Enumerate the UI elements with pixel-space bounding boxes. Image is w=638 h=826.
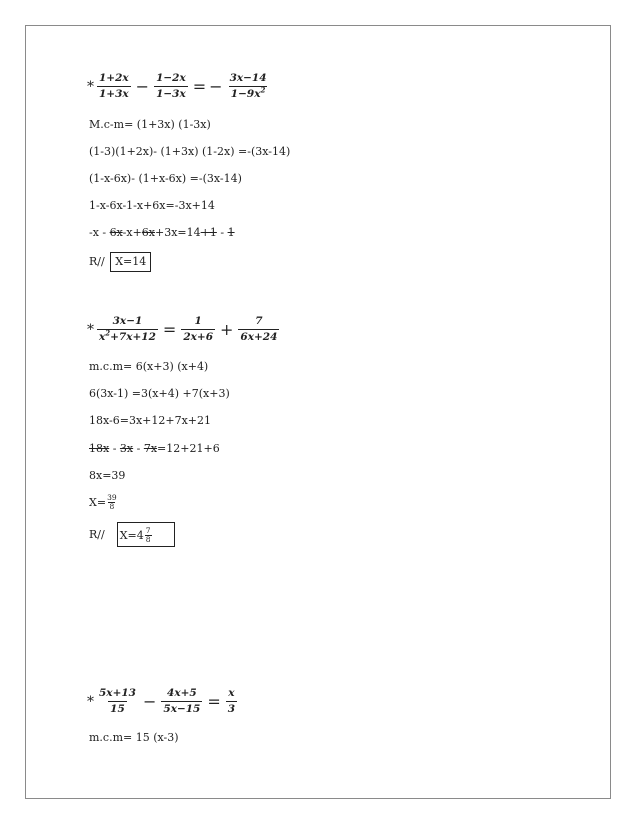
answer-line xyxy=(89,252,151,272)
answer-box: X=4 7 8 xyxy=(117,522,175,547)
step-line: -x - 6x-x+6x+3x=14+1 - 1 xyxy=(89,226,235,239)
answer-label: R// xyxy=(89,527,105,541)
page-border xyxy=(25,25,611,799)
answer-line xyxy=(89,522,175,547)
fraction: $\frac{1-2x}{1-3x}$ xyxy=(156,72,186,100)
fraction: $\frac{3x-14}{1-9x^2}$ xyxy=(229,72,267,100)
small-fraction: $\frac{39}{8}$ xyxy=(107,493,117,511)
step-line: 18x-6=3x+12+7x+21 xyxy=(89,414,211,427)
equals-sign: = xyxy=(162,320,177,339)
answer-box: X=14 xyxy=(110,252,151,272)
fraction: $\frac{1+2x}{1+3x}$ xyxy=(99,72,129,100)
equation-3 xyxy=(87,687,239,716)
bullet-star: * xyxy=(87,693,94,710)
fraction: $\frac{5x+13}{15}$ xyxy=(99,687,136,715)
plus-sign: + xyxy=(220,320,234,339)
small-fraction: 7 8 xyxy=(145,526,151,544)
step-line: 18x - 3x - 7x=12+21+6 xyxy=(89,442,220,455)
fraction: $\frac{1}{2x+6}$ xyxy=(183,315,213,343)
step-line: (1-x-6x)- (1+x-6x) =-(3x-14) xyxy=(89,172,242,185)
step-line: 6(3x-1) =3(x+4) +7(x+3) xyxy=(89,387,230,400)
equals-sign: = xyxy=(192,77,207,96)
bullet-star: * xyxy=(87,321,94,338)
fraction: $\frac{3x-1}{x^2+7x+12}$ xyxy=(99,315,156,343)
minus-sign: − xyxy=(142,692,157,711)
answer-label: R// xyxy=(89,255,105,268)
step-line: m.c.m= 6(x+3) (x+4) xyxy=(89,360,209,373)
step-line: 1-x-6x-1-x+6x=-3x+14 xyxy=(89,199,215,212)
fraction: $\frac{x}{3}$ xyxy=(227,687,236,715)
equation-1 xyxy=(87,72,271,101)
fraction: $\frac{7}{6x+24}$ xyxy=(240,315,278,343)
bullet-star: * xyxy=(87,78,94,95)
equation-2 xyxy=(87,315,281,344)
step-line: X= $\frac{39}{8}$ xyxy=(89,493,117,511)
minus-sign: − xyxy=(135,77,150,96)
equals-sign: = xyxy=(207,692,221,711)
step-line: M.c-m= (1+3x) (1-3x) xyxy=(89,118,211,131)
fraction: $\frac{4x+5}{5x-15}$ xyxy=(163,687,201,715)
step-line: (1-3)(1+2x)- (1+3x) (1-2x) =-(3x-14) xyxy=(89,145,291,158)
step-line: m.c.m= 15 (x-3) xyxy=(89,731,179,744)
minus-sign: − xyxy=(209,77,223,96)
step-line: 8x=39 xyxy=(89,469,126,482)
